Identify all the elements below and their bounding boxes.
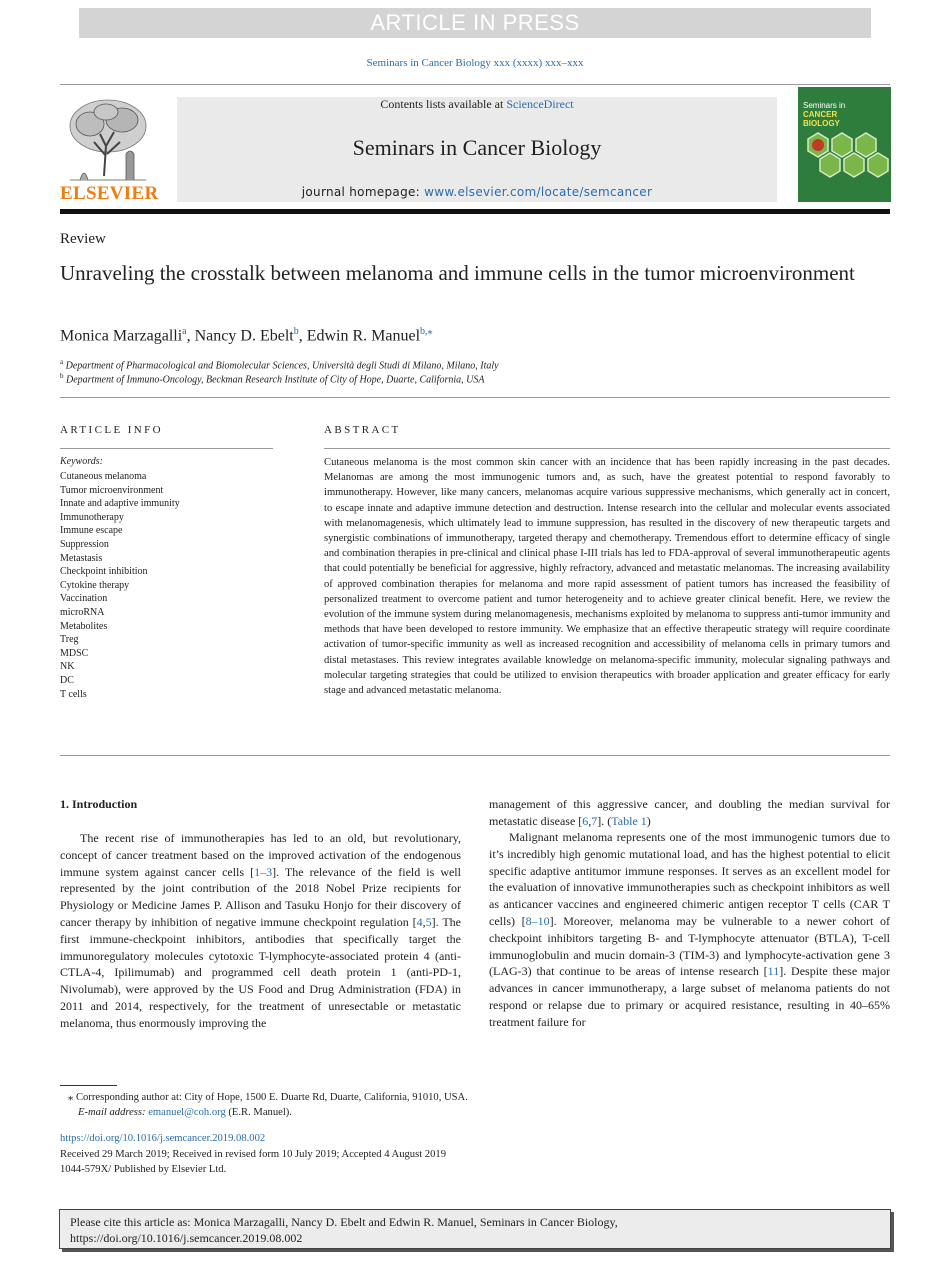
body-text: ,: [422, 914, 426, 929]
body-text: ]. Moreover, melanoma may be vulnerable to a newer cohort of checkpoint inhibitors targeting B- and T-lymphocyte attenuator (BTLA), T-cell immunoglobulin and mucin domain-3 (TIM-3) and lymphocyte-activation gene 3 (LAG-3) that continue to be areas of intense research [: [489, 913, 890, 979]
doi-link[interactable]: https://doi.org/10.1016/j.semcancer.2019.08.002: [60, 1133, 266, 1144]
divider: [60, 84, 890, 85]
keyword-item: Vaccination: [60, 593, 108, 605]
affiliation-marker[interactable]: b,⁎: [420, 326, 433, 337]
article-info-heading: ARTICLE INFO: [60, 424, 163, 436]
corresponding-author-note: ⁎ Corresponding author at: City of Hope, 1500 E. Duarte Rd, Duarte, California, 91010, USA.: [68, 1092, 468, 1103]
keyword-item: Treg: [60, 634, 79, 646]
divider: [60, 397, 890, 398]
article-type: Review: [60, 231, 106, 247]
divider: [60, 755, 890, 756]
divider: [60, 448, 273, 449]
citation-link[interactable]: 6: [582, 813, 589, 828]
body-text: ]. (: [597, 813, 612, 828]
affiliation-marker[interactable]: a: [182, 326, 187, 337]
keyword-item: microRNA: [60, 606, 105, 618]
citation-link[interactable]: 7: [591, 813, 598, 828]
author-name[interactable]: Monica Marzagalli: [60, 327, 183, 345]
cover-title: Seminars in CANCER BIOLOGY: [803, 101, 846, 128]
body-text: ,: [588, 813, 592, 828]
body-text: management of this aggressive cancer, and doubling the median survival for metastatic disease [: [489, 797, 890, 828]
citation-link[interactable]: 1–3: [254, 864, 273, 879]
article-title: Unraveling the crosstalk between melanoma and immune cells in the tumor microenvironment: [60, 261, 855, 285]
keyword-item: T cells: [60, 688, 87, 700]
affiliation-marker[interactable]: b: [293, 326, 299, 337]
affiliation-a: $^a$ Department of Pharmacological and Biomolecular Sciences, Università degli Studi di Milano, Milano, Italy: [60, 358, 499, 372]
body-column-left: [60, 830, 461, 1032]
citation-link[interactable]: 8–10: [525, 913, 550, 928]
citation-box: Please cite this article as: Monica Marzagalli, Nancy D. Ebelt and Edwin R. Manuel, Seminars in Cancer Biology, https://doi.org/10.1016/j.semcancer.2019.08.002: [59, 1209, 891, 1249]
keyword-item: Immune escape: [60, 525, 123, 537]
keyword-item: DC: [60, 674, 74, 686]
citation-link[interactable]: 5: [425, 914, 432, 929]
body-text: ): [646, 813, 651, 828]
email-note: E-mail address: emanuel@coh.org (E.R. Manuel).: [78, 1107, 292, 1118]
body-text: The recent rise of immunotherapies has led to an old, but revolutionary, concept of cancer treatment based on the improved activation of the endogenous immune system against cancer cells [: [60, 831, 461, 879]
homepage-link[interactable]: www.elsevier.com/locate/semcancer: [424, 185, 653, 199]
abstract-text: Cutaneous melanoma is the most common skin cancer with an incidence that has been rapidly increasing in the past decades. Melanomas are among the most immunogenic tumors and, as such, have the greatest potential to respond favorably to immunotherapy. However, like many cancers, melanomas acquire various suppressive mechanisms, which generally act in concert, to escape innate and adaptive immune detection and destruction. Intense research into the cellular and molecular events associated with melanomagenesis, which ultimately lead to immune suppression, has resulted in the discovery of new therapeutic targets and synergistic combinations of immunotherapy, targeted therapy and chemotherapy. Tremendous effort to determine efficacy of single and combination therapies in pre-clinical and clinical phase I-III trials has led to FDA-approval of several immunotherapeutic agents that could potentially be beneficial for aggressive, highly refractory, advanced and metastatic melanomas. The increasing availability of approved combination therapies for melanoma and more rapid assessment of patient tumors has increased the feasibility of personalized treatment to overcome patient and tumor heterogeneity and to achieve greater clinical benefit. Here, we review the evolution of the immune system during melanomagenesis, mechanisms exploited by melanoma to suppress anti-tumor immunity and methods that have been developed to restore immunity. We emphasize that an effective therapeutic strategy will require coordinate activation of tumor-specific immunity as well as increased recognition and accessibility of melanoma cells in primary tumors and distal metastases. This review integrates available knowledge on melanoma-specific immunity, molecular signaling pathways and molecular targeting strategies that could be utilized to envision therapeutics with broader application and greater efficacy for early stage and advanced metastatic melanoma.: [324, 457, 890, 697]
keyword-item: NK: [60, 661, 75, 673]
abstract-heading: ABSTRACT: [324, 424, 401, 436]
author-name[interactable]: Nancy D. Ebelt: [194, 327, 294, 345]
elsevier-wordmark: ELSEVIER: [60, 183, 159, 204]
body-text: ]. The relevance of the field is well represented by the joint contribution of the 2018 Nobel Prize recipients for Physiology or Medicine James P. Allison and Tasuku Honjo for their discovery of cancer therapy by inhibition of negative immune checkpoint regulation [: [60, 864, 461, 929]
keyword-item: Metastasis: [60, 552, 103, 564]
body-text: Malignant melanoma represents one of the most immunogenic tumors due to it’s incredibly high genomic mutational load, and has the highest potential to elicit specific adaptive antitumor immune responses. It serves as an excellent model for the evaluation of innovative immunotherapies such as checkpoint inhibitors as well as anticancer vaccines and engineered chimeric antigen receptor T cells (CAR T cells) [: [489, 830, 890, 928]
affiliation-b: $^b$ Department of Immuno-Oncology, Beckman Research Institute of City of Hope, Duarte, California, USA: [60, 372, 485, 386]
keyword-item: MDSC: [60, 647, 89, 659]
body-text: ]. Despite these major advances in cancer immunotherapy, a large subset of melanoma patients do not respond or relapse due to primary or acquired resistance, resulting in 40–65% treatment failure for: [489, 964, 890, 1029]
journal-cover-thumbnail[interactable]: [798, 87, 891, 202]
citation-link[interactable]: Table 1: [611, 813, 647, 828]
citation-link[interactable]: 11: [767, 964, 780, 979]
keyword-item: Innate and adaptive immunity: [60, 498, 180, 510]
author-name[interactable]: Edwin R. Manuel: [306, 327, 421, 345]
section-heading: 1. Introduction: [60, 797, 138, 811]
keyword-item: Metabolites: [60, 620, 108, 632]
header-divider: [60, 209, 890, 214]
keyword-item: Checkpoint inhibition: [60, 566, 148, 578]
journal-title: Seminars in Cancer Biology: [352, 135, 602, 160]
keyword-item: Cutaneous melanoma: [60, 471, 147, 482]
keyword-item: Suppression: [60, 538, 109, 550]
body-column-right: [489, 829, 890, 1031]
body-text: ]. The first immune-checkpoint inhibitors, antibodies that specifically target the immunoregulatory molecules cytotoxic T-lymphocyte-associated protein 4 (anti-CTLA-4, Ipilimumab) and programmed cell death protein 1 (anti-PD-1, Nivolumab), were approved by the US Food and Drug Administration (FDA) in 2011 and 2014, respectively, for the treatment of unresectable or metastatic melanoma, thus enormously improving the: [60, 914, 462, 1030]
journal-homepage: journal homepage: www.elsevier.com/locate/semcancer: [301, 185, 653, 199]
contents-line: Contents lists available at ScienceDirect: [380, 97, 574, 111]
article-in-press-banner: ARTICLE IN PRESS: [79, 8, 871, 38]
keywords-list: [60, 470, 180, 701]
issn-line: 1044-579X/ Published by Elsevier Ltd.: [60, 1164, 227, 1175]
received-dates: Received 29 March 2019; Received in revised form 10 July 2019; Accepted 4 August 2019: [60, 1149, 446, 1160]
body-column-right-continuation: [489, 796, 890, 830]
keyword-item: Cytokine therapy: [60, 579, 130, 591]
keywords-label: Keywords:: [60, 456, 103, 467]
email-link[interactable]: emanuel@coh.org: [148, 1107, 226, 1118]
cover-hexagon-art: [798, 129, 891, 189]
citation-link[interactable]: 4: [416, 914, 423, 929]
divider: [324, 448, 890, 449]
author-list: Monica Marzagalli$^a$, Nancy D. Ebelt$^b$, Edwin R. Manuel$^{b,⁎}$: [60, 326, 433, 345]
keyword-item: Immunotherapy: [60, 511, 124, 523]
sciencedirect-link[interactable]: ScienceDirect: [506, 97, 574, 111]
keyword-item: Tumor microenvironment: [60, 484, 164, 496]
journal-reference-link[interactable]: Seminars in Cancer Biology xxx (xxxx) xxx–xxx: [366, 57, 584, 69]
footnote-rule: [60, 1085, 117, 1086]
